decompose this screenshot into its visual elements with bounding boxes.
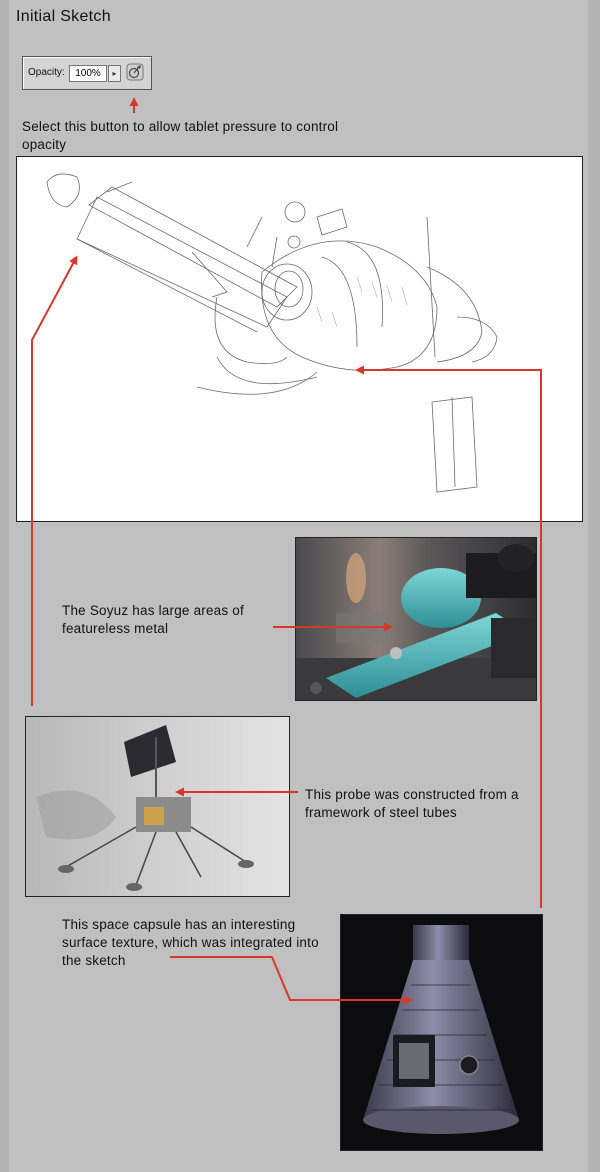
soyuz-photo bbox=[295, 537, 537, 701]
left-gutter bbox=[0, 0, 9, 1172]
opacity-label: Opacity: bbox=[28, 67, 65, 78]
tablet-pressure-icon bbox=[126, 63, 144, 81]
pressure-caption: Select this button to allow tablet pressure to control opacity bbox=[22, 119, 339, 152]
capsule-caption: This space capsule has an interesting surface texture, which was integrated into the sketch bbox=[62, 917, 319, 968]
right-gutter bbox=[588, 0, 600, 1172]
opacity-dropdown-button[interactable]: ▸ bbox=[108, 65, 121, 82]
tablet-pressure-button[interactable] bbox=[126, 63, 144, 81]
probe-caption: This probe was constructed from a framework of steel tubes bbox=[305, 787, 519, 820]
probe-photo bbox=[25, 716, 290, 897]
satellite-sketch bbox=[17, 157, 582, 521]
soyuz-caption: The Soyuz has large areas of featureless metal bbox=[62, 603, 244, 636]
page-title: Initial Sketch bbox=[16, 8, 111, 25]
capsule-photo bbox=[340, 914, 543, 1151]
sketch-canvas bbox=[16, 156, 583, 522]
opacity-panel bbox=[22, 56, 152, 90]
opacity-input[interactable] bbox=[69, 65, 107, 82]
